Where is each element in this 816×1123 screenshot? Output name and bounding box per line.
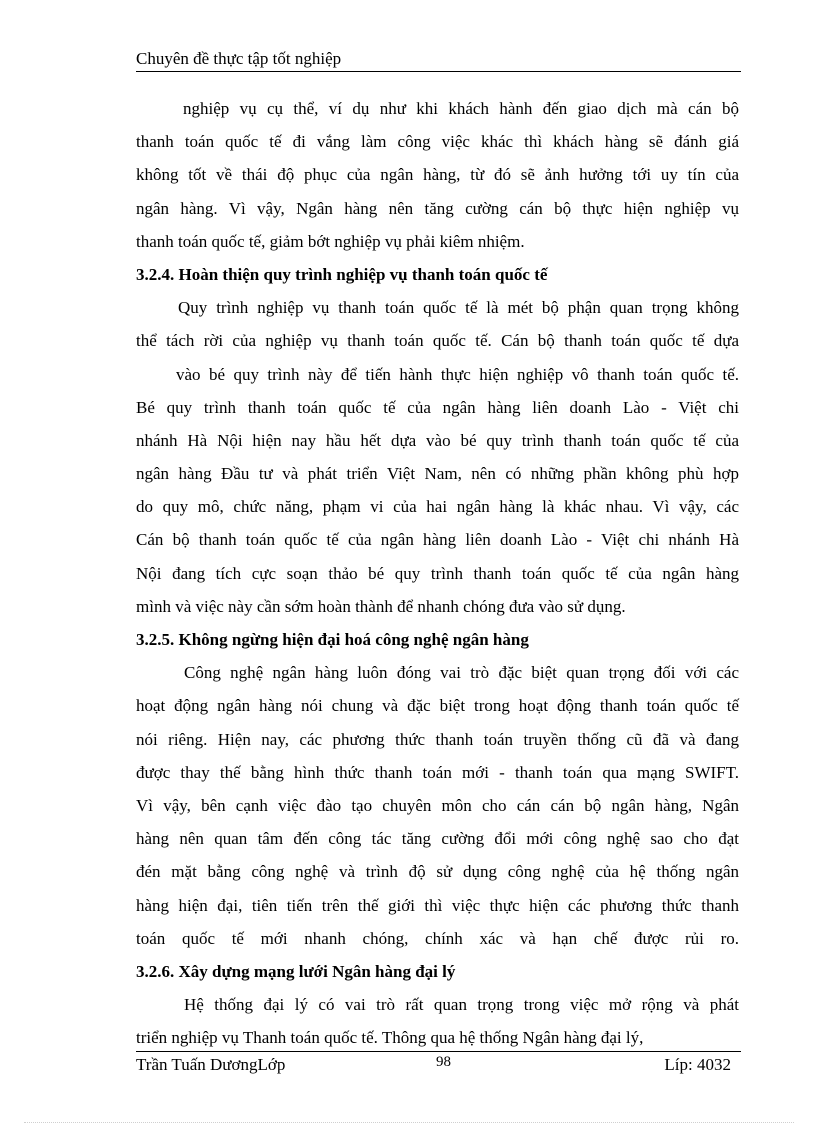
page-header-title: Chuyên đề thực tập tốt nghiệp bbox=[136, 49, 342, 68]
text-line: hoạt động ngân hàng nói chung và đặc biệt trong hoạt động thanh toán quốc tế bbox=[136, 696, 739, 716]
text-line: nói riêng. Hiện nay, các phương thức thanh toán truyền thống cũ đã và đang bbox=[136, 729, 739, 749]
text-line: hàng hiện đại, tiên tiến trên thế giới thì việc thực hiện các phương thức thanh bbox=[136, 895, 739, 915]
body-text bbox=[136, 92, 739, 1054]
section-heading-3-2-6: 3.2.6. Xây dựng mạng lưới Ngân hàng đại lý bbox=[136, 961, 456, 981]
text-line: mình và việc này cần sớm hoàn thành để nhanh chóng đưa vào sử dụng. bbox=[136, 596, 626, 616]
text-line: toán quốc tế mới nhanh chóng, chính xác và hạn chế được rủi ro. bbox=[136, 928, 739, 948]
text-line: vào bé quy trình này để tiến hành thực hiện nghiệp vô thanh toán quốc tế. bbox=[176, 364, 739, 384]
text-line: nhánh Hà Nội hiện nay hầu hết dựa vào bé quy trình thanh toán quốc tế của bbox=[136, 430, 739, 450]
text-line: không tốt về thái độ phục của ngân hàng, từ đó sẽ ảnh hưởng tới uy tín của bbox=[136, 165, 739, 185]
footer-rule bbox=[136, 1051, 741, 1052]
text-line: hàng nên quan tâm đến công tác tăng cường đổi mới công nghệ sao cho đạt bbox=[136, 829, 739, 849]
text-line: Công nghệ ngân hàng luôn đóng vai trò đặc biệt quan trọng đối với các bbox=[184, 663, 739, 683]
page-number: 98 bbox=[436, 1054, 451, 1070]
footer-author: Trần Tuấn DươngLớp bbox=[136, 1055, 286, 1074]
text-line: do quy mô, chức năng, phạm vi của hai ngân hàng là khác nhau. Vì vậy, các bbox=[136, 497, 739, 517]
section-heading-3-2-5: 3.2.5. Không ngừng hiện đại hoá công nghệ ngân hàng bbox=[136, 630, 529, 649]
text-line: ngân hàng. Vì vậy, Ngân hàng nên tăng cường cán bộ thực hiện nghiệp vụ bbox=[136, 198, 739, 218]
header-rule bbox=[136, 71, 741, 72]
text-line: Vì vậy, bên cạnh việc đào tạo chuyên môn cho cán cán bộ ngân hàng, Ngân bbox=[136, 795, 739, 815]
text-line: Nội đang tích cực soạn thảo bé quy trình thanh toán quốc tế của ngân hàng bbox=[136, 563, 739, 583]
text-line: thanh toán quốc tế, giảm bớt nghiệp vụ phải kiêm nhiệm. bbox=[136, 231, 525, 251]
text-line: Cán bộ thanh toán quốc tế của ngân hàng liên doanh Lào - Việt chi nhánh Hà bbox=[136, 530, 739, 550]
text-line: thể tách rời của nghiệp vụ thanh toán quốc tế. Cán bộ thanh toán quốc tế dựa bbox=[136, 331, 739, 351]
text-line: Quy trình nghiệp vụ thanh toán quốc tế là mét bộ phận quan trọng không bbox=[178, 298, 739, 318]
text-line: nghiệp vụ cụ thể, ví dụ như khi khách hành đến giao dịch mà cán bộ bbox=[183, 99, 739, 118]
text-line: ngân hàng Đầu tư và phát triển Việt Nam, nên có những phần không phù hợp bbox=[136, 464, 739, 484]
text-line: đén mặt bằng công nghệ và trình độ sử dụng công nghệ của hệ thống ngân bbox=[136, 862, 739, 882]
text-line: Bé quy trình thanh toán quốc tế của ngân hàng liên doanh Lào - Việt chi bbox=[136, 397, 739, 417]
text-line: thanh toán quốc tế đi vắng làm công việc khác thì khách hàng sẽ đánh giá bbox=[136, 132, 739, 152]
footer-class: Líp: 4032 bbox=[664, 1055, 731, 1074]
text-line: triển nghiệp vụ Thanh toán quốc tế. Thông qua hệ thống Ngân hàng đại lý, bbox=[136, 1028, 644, 1048]
text-line: Hệ thống đại lý có vai trò rất quan trọng trong việc mở rộng và phát bbox=[184, 995, 739, 1015]
section-heading-3-2-4: 3.2.4. Hoàn thiện quy trình nghiệp vụ thanh toán quốc tế bbox=[136, 264, 548, 284]
text-line: được thay thế bằng hình thức thanh toán mới - thanh toán qua mạng SWIFT. bbox=[136, 762, 739, 782]
